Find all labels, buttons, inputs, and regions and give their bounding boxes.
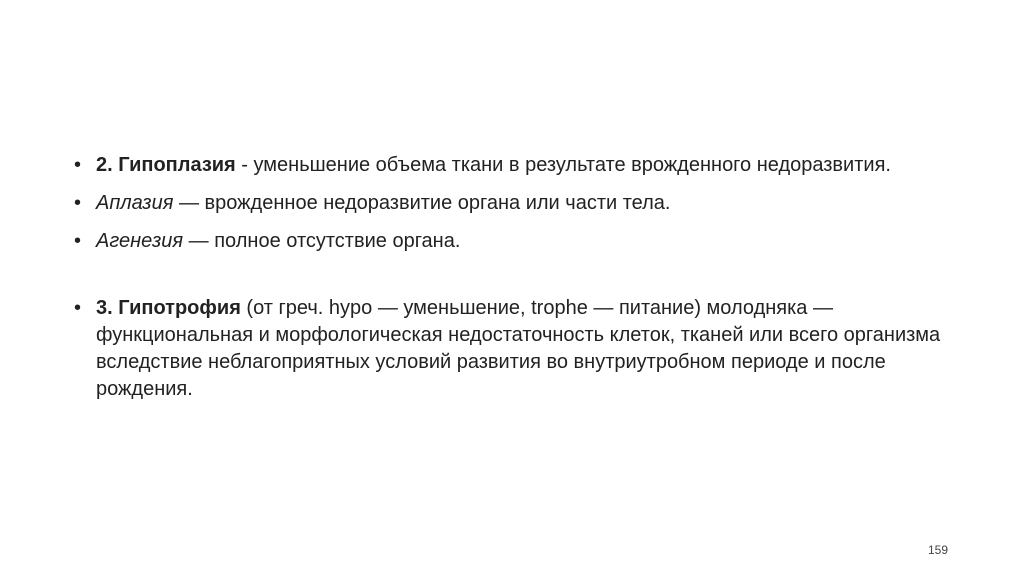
definition-agenesis: — полное отсутствие органа. [183,230,461,252]
list-item-agenesis [74,228,954,255]
definition-hypoplasia: - уменьшение объема ткани в результате врожденного недоразвития. [235,154,891,176]
definition-hypotrophy: (от греч. hypo — уменьшение, trophe — питание) молодняка — функциональная и морфологическая недостаточность клеток, тканей или всего организма вследствие неблагоприятных условий развития во внутриутробном периоде и после рождения. [96,297,941,400]
bullet-icon: • [74,230,82,252]
term-agenesis: Агенезия [96,230,184,252]
bullet-icon: • [74,297,82,319]
bullet-icon: • [74,154,82,176]
term-hypotrophy: 3. Гипотрофия [96,297,241,319]
bullet-list [74,152,954,414]
term-aplasia: Аплазия [96,192,174,214]
term-hypoplasia: 2. Гипоплазия [96,154,236,176]
bullet-icon: • [74,192,82,214]
definition-aplasia: — врожденное недоразвитие органа или части тела. [173,192,671,214]
page-number: 159 [927,543,948,557]
list-item-aplasia [74,190,954,217]
list-item-hypoplasia [74,152,954,179]
list-item-hypotrophy [74,295,954,403]
